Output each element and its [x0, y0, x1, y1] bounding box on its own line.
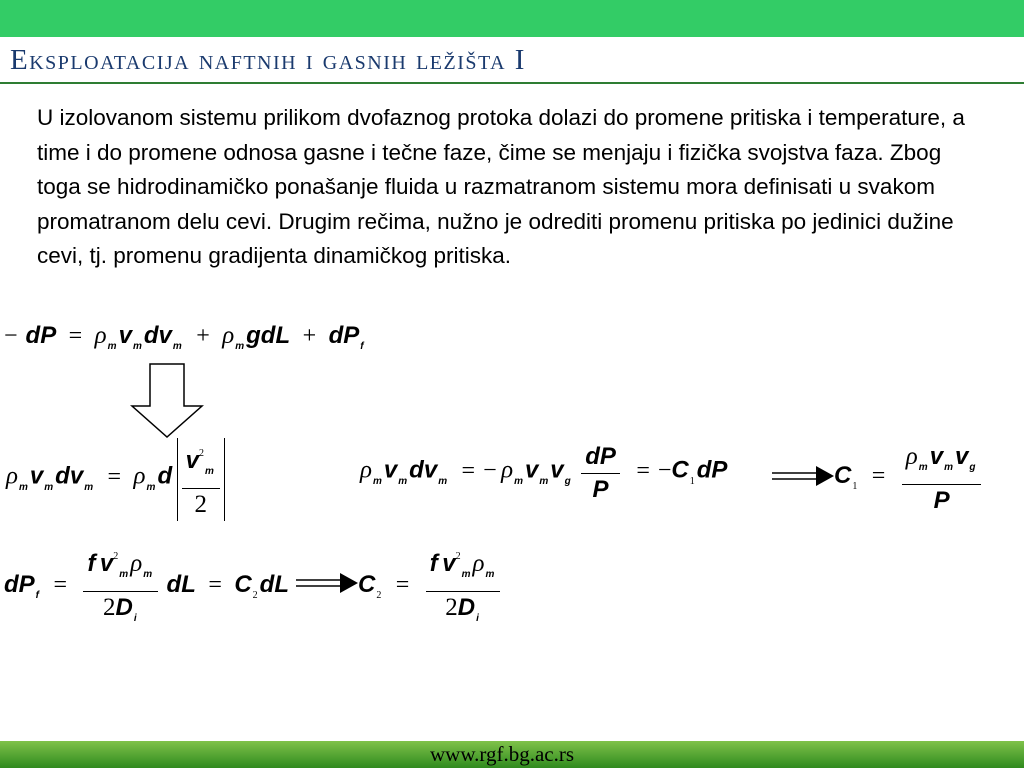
header-bar: [0, 0, 1024, 37]
intro-paragraph: U izolovanom sistemu prilikom dvofaznog protoka dolazi do promene pritiska i temperature, a time i do promene odnosa gasne i tečne faze, čime se menjaju i fizička svojstva faza. Zbog toga se hidrodinamičko ponašanje fluida u razmatranom sistemu mora definisati u svakom promatranom delu cevi. Drugim rečima, nužno je odrediti promenu pritiska po jedinici dužine cevi, tj. promenu gradijenta dinamičkog pritiska.: [37, 105, 965, 268]
equation-pressure-balance: − dP = $\rho_mv_mdv_m + \rho_mgdL + dP_f$: [4, 322, 364, 352]
equation-kinetic-gas: $\rho_mv_mdv_m$ = − $\rho_mv_mv_g$ $\frac{dP}{P}$ = $-C_1dP$: [360, 443, 728, 503]
right-arrow-icon: [772, 464, 836, 488]
equation-c2-definition: $C_2$ = $\frac{f v^2_m\rho_m}{2D_i}$: [358, 541, 504, 635]
title-divider: [0, 82, 1024, 84]
footer-url[interactable]: www.rgf.bg.ac.rs: [430, 742, 575, 766]
down-arrow-icon: [130, 362, 206, 440]
equation-friction-term: $dP_f$ = $\frac{f v^2_m\rho_m}{2D_i}$ dL = $C_2dL$: [4, 541, 289, 635]
equation-kinetic-term: $\rho_mv_mdv_m = \rho_md$ $\frac{v^2_m}{2}$: [6, 438, 225, 521]
slide-title: Eksploatacija naftnih i gasnih ležišta I: [10, 44, 526, 76]
footer-bar: [0, 741, 1024, 768]
equation-c1-definition: $C_1$ = $\frac{\rho_mv_mv_g}{P}$: [834, 441, 985, 517]
right-arrow-icon-2: [296, 571, 360, 595]
